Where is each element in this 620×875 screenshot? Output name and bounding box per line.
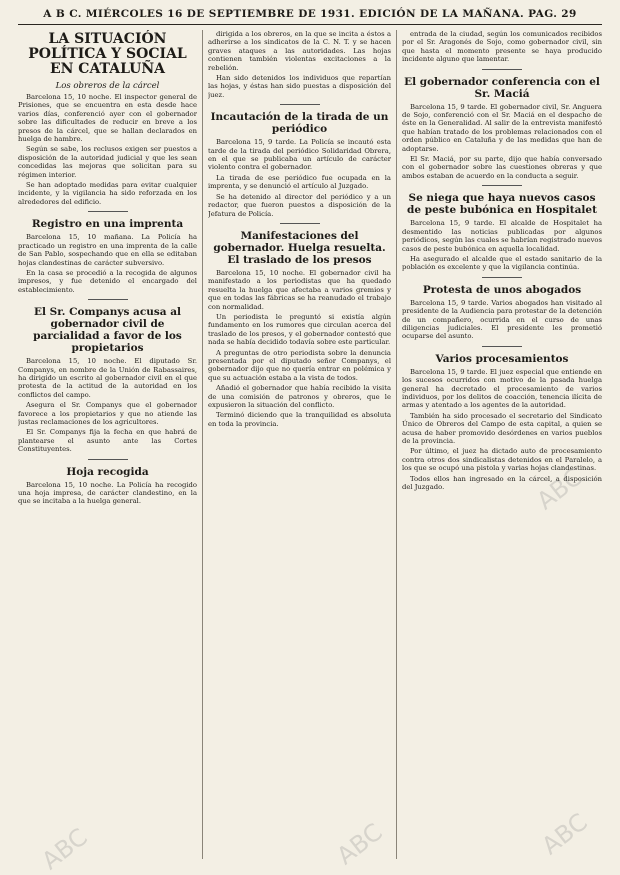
watermark: ABC <box>36 822 93 875</box>
article-headline: Protesta de unos abogados <box>422 283 582 296</box>
article-headline: Hoja recogida <box>66 465 149 478</box>
article-paragraph: Se ha detenido al director del periódico y a un redactor, que fueron puestos a disposición de la Jefatura de Policía. <box>208 192 391 218</box>
article-paragraph: Han sido detenidos los individuos que repartían las hojas, y éstas han sido puestas a disposición del juez. <box>208 74 391 99</box>
article-subheadline: Los obreros de la cárcel <box>55 81 160 91</box>
article-headline: Varios procesamientos <box>435 352 569 365</box>
column-rule <box>396 30 397 859</box>
article-paragraph: dirigida a los obreros, en la que se incita a éstos a adherirse a los sindicatos de la C. N. T. y se hacen graves ataques a las autoridades. Las hojas contienen también violentas excitaciones a la rebelión. <box>208 30 391 72</box>
section-divider <box>482 277 522 278</box>
section-divider <box>88 211 128 212</box>
column-middle <box>208 30 391 859</box>
article-paragraph: Por último, el juez ha dictado auto de procesamiento contra otros dos sindicalistas detenidos en el Paralelo, a los que se ocupó una pistola y varias hojas clandestinas. <box>402 447 602 473</box>
article-headline: Incautación de la tirada de un periódico <box>210 111 389 136</box>
article-paragraph: Un periodista le preguntó si existía algún fundamento en los rumores que circulan acerca del traslado de los presos, y el gobernador contestó que nada se había decidido todavía sobre este particular. <box>208 312 391 347</box>
column-right <box>402 30 602 859</box>
article-paragraph: Barcelona 15, 9 tarde. El gobernador civil, Sr. Anguera de Sojo, conferenció con el Sr. Maciá en el despacho de éste en la Generalidad. Al salir de la entrevista manifestó que habían tratado de los problemas relacionados con el orden público en Cataluña y de las medidas que han de adoptarse. <box>402 102 602 153</box>
article-paragraph: El Sr. Maciá, por su parte, dijo que había conversado con el gobernador sobre las cuestiones obreras y que ambos estaban de acuerdo en la conducta a seguir. <box>402 155 602 180</box>
article-paragraph: También ha sido procesado el secretario del Sindicato Único de Obreros del Campo de esta capital, a quien se acusa de haber promovido desórdenes en varios pueblos de la provincia. <box>402 411 602 445</box>
article-paragraph: Según se sabe, los reclusos exigen ser puestos a disposición de la autoridad judicial y que les sean concedidas las mejoras que solicitan para su régimen interior. <box>18 145 197 179</box>
section-divider <box>482 346 522 347</box>
article-paragraph: Barcelona 15, 9 tarde. La Policía se incautó esta tarde de la tirada del periódico Solidaridad Obrera, en el que se publicaba un artículo de carácter violento contra el gobernador. <box>208 138 391 172</box>
article-paragraph: Se han adoptado medidas para evitar cualquier incidente, y la vigilancia ha sido reforzada en los alrededores del edificio. <box>18 181 197 206</box>
watermark: ABC <box>531 462 588 516</box>
article-headline: Manifestaciones del gobernador. Huelga resuelta. El traslado de los presos <box>213 229 386 266</box>
article-paragraph: Añadió el gobernador que había recibido la visita de una comisión de patronos y obreros, que le expusieron la situación del conflicto. <box>208 384 391 409</box>
watermark: ABC <box>536 807 593 861</box>
section-divider <box>280 104 320 105</box>
article-headline: Registro en una imprenta <box>31 218 184 231</box>
article-paragraph: entrada de la ciudad, según los comunicados recibidos por el Sr. Aragonés de Sojo, como gobernador civil, sin que hasta el momento presente se haya producido incidente alguno que lamentar. <box>402 30 602 64</box>
article-paragraph: Barcelona 15, 10 noche. El inspector general de Prisiones, que se encuentra en esta desde hace varios días, conferenció ayer con el gobernador sobre las dificultades de reducir en breve a los presos de la cárcel, que se hallan declarados en huelga de hambre. <box>18 93 197 144</box>
section-divider <box>482 69 522 70</box>
column-left <box>18 30 197 859</box>
article-paragraph: Todos ellos han ingresado en la cárcel, a disposición del Juzgado. <box>402 474 602 492</box>
article-paragraph: El Sr. Companys fija la fecha en que habrá de plantearse el asunto ante las Cortes Constituyentes. <box>18 428 197 454</box>
article-paragraph: Barcelona 15, 10 noche. El gobernador civil ha manifestado a los periodistas que ha quedado resuelta la huelga que afectaba a varios gremios y que en todas las fábricas se ha reanudado el trabajo con normalidad. <box>208 268 391 311</box>
section-divider <box>482 185 522 186</box>
watermark: ABC <box>331 817 388 871</box>
section-divider <box>88 299 128 300</box>
article-headline: El Sr. Companys acusa al gobernador civil de parcialidad a favor de los propietarios <box>33 306 182 355</box>
article-paragraph: Barcelona 15, 9 tarde. El juez especial que entiende en los sucesos ocurridos con motivo de la pasada huelga general ha decretado el procesamiento de varios individuos, por los delitos de coacción, tenencia ilícita de armas y atentado a los agentes de la autoridad. <box>402 367 602 410</box>
article-headline: Se niega que haya nuevos casos de peste bubónica en Hospitalet <box>407 192 597 217</box>
article-paragraph: Ha asegurado el alcalde que el estado sanitario de la población es excelente y que la vigilancia continúa. <box>402 254 602 272</box>
article-paragraph: Terminó diciendo que la tranquilidad es absoluta en toda la provincia. <box>208 411 391 428</box>
page-header: A B C. MIÉRCOLES 16 DE SEPTIEMBRE DE 1931. EDICIÓN DE LA MAÑANA. PAG. 29 <box>18 6 602 25</box>
article-paragraph: Barcelona 15, 9 tarde. Varios abogados han visitado al presidente de la Audiencia para protestar de la detención de un compañero, ocurrida en el curso de unas diligencias judiciales. El presidente les prometió ocuparse del asunto. <box>402 298 602 341</box>
article-paragraph: Asegura el Sr. Companys que el gobernador favorece a los propietarios y que no atiende las justas reclamaciones de los agricultores. <box>18 401 197 426</box>
section-divider <box>88 459 128 460</box>
article-paragraph: A preguntas de otro periodista sobre la denuncia presentada por el diputado señor Companys, el gobernador dijo que no quería entrar en polémica y que su actuación estaba a la vista de todos. <box>208 348 391 382</box>
article-paragraph: Barcelona 15, 9 tarde. El alcalde de Hospitalet ha desmentido las noticias publicadas por algunos periódicos, según las cuales se habrían registrado nuevos casos de peste bubónica en aquella localidad. <box>402 219 602 253</box>
section-divider <box>280 223 320 224</box>
article-paragraph: En la casa se procedió a la recogida de algunos impresos, y fue detenido el encargado del establecimiento. <box>18 268 197 294</box>
article-paragraph: Barcelona 15, 10 noche. La Policía ha recogido una hoja impresa, de carácter clandestino, en la que se incitaba a la huelga general. <box>18 480 197 506</box>
column-rule <box>202 30 203 859</box>
article-paragraph: Barcelona 15, 10 noche. El diputado Sr. Companys, en nombre de la Unión de Rabassaires, ha dirigido un escrito al gobernador civil en el que protesta de la actitud de la autoridad en los conflictos del campo. <box>18 357 197 399</box>
article-paragraph: La tirada de ese periódico fue ocupada en la imprenta, y se denunció el artículo al Juzgado. <box>208 173 391 191</box>
article-paragraph: Barcelona 15, 10 mañana. La Policía ha practicado un registro en una imprenta de la calle de San Pablo, sospechando que en ella se editaban hojas clandestinas de carácter subversivo. <box>18 233 197 267</box>
article-headline: LA SITUACIÓN POLÍTICA Y SOCIAL EN CATALUÑA <box>28 31 187 77</box>
article-headline: El gobernador conferencia con el Sr. Maciá <box>404 75 600 100</box>
